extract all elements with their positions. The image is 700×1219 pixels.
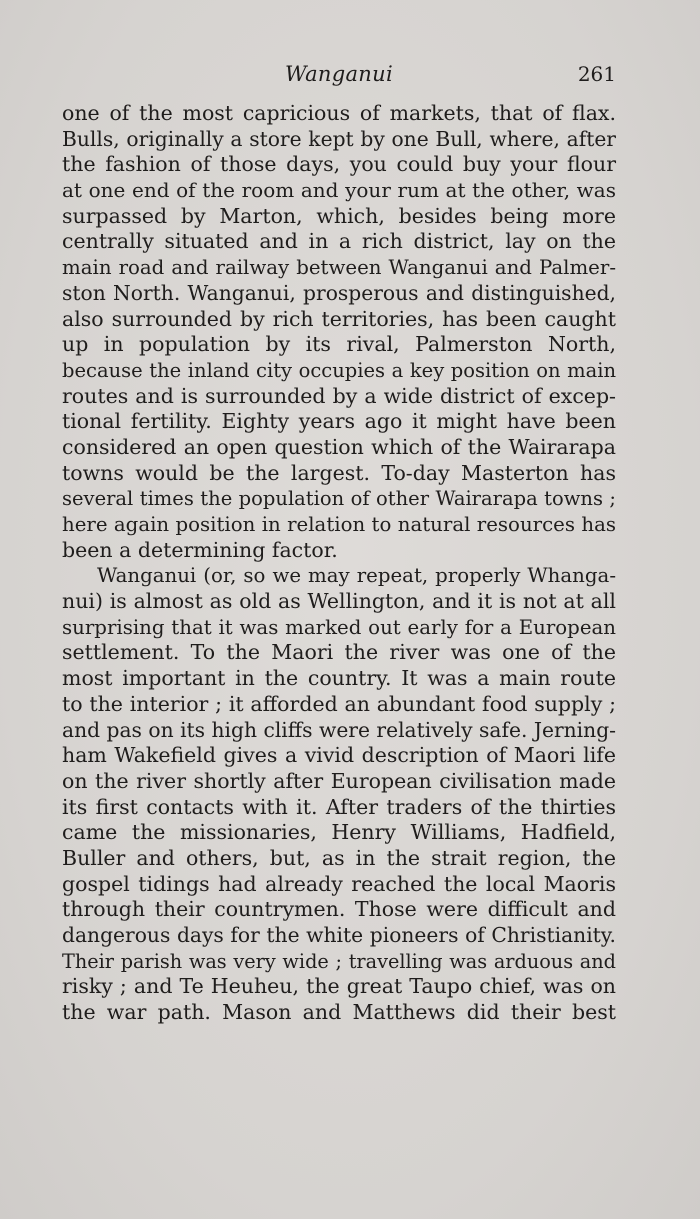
text-line: ham Wakefield gives a vivid description of Maori life	[62, 743, 616, 768]
text-line: and pas on its high cliffs were relatively safe. Jerning-	[62, 717, 616, 742]
paragraph-2	[62, 563, 616, 1025]
text-line: settlement. To the Maori the river was one of the	[62, 640, 616, 665]
running-title: Wanganui	[285, 62, 393, 86]
text-line: the fashion of those days, you could buy your flour	[62, 152, 616, 177]
text-line: most important in the country. It was a main route	[62, 666, 616, 691]
text-line: up in population by its rival, Palmerston North,	[62, 332, 616, 357]
text-line: its first contacts with it. After traders of the thirties	[62, 794, 616, 819]
text-line: Buller and others, but, as in the strait region, the	[62, 845, 616, 870]
text-line: Their parish was very wide ; travelling was arduous and	[62, 949, 616, 973]
text-line: routes and is surrounded by a wide district of excep-	[62, 383, 616, 408]
body-text	[62, 101, 616, 1026]
text-line: came the missionaries, Henry Williams, Hadfield,	[62, 820, 616, 845]
text-line: Bulls, originally a store kept by one Bull, where, after	[62, 126, 616, 151]
paragraph-1	[62, 101, 616, 563]
text-line: one of the most capricious of markets, that of flax.	[62, 101, 616, 125]
text-line: surpassed by Marton, which, besides being more	[62, 203, 616, 228]
text-line: risky ; and Te Heuheu, the great Taupo chief, was on	[62, 974, 616, 999]
text-line: several times the population of other Wairarapa towns ;	[62, 487, 616, 511]
text-line: the war path. Mason and Matthews did their best	[62, 1000, 616, 1025]
page-header	[62, 62, 616, 92]
text-line: here again position in relation to natural resources has	[62, 513, 616, 536]
text-line: tional fertility. Eighty years ago it might have been	[62, 409, 616, 434]
text-line: gospel tidings had already reached the local Maoris	[62, 871, 616, 896]
text-line: at one end of the room and your rum at the other, was	[62, 178, 616, 203]
text-line: Wanganui (or, so we may repeat, properly Whanga-	[97, 564, 616, 588]
text-line: because the inland city occupies a key position on main	[62, 358, 616, 382]
text-line: considered an open question which of the Wairarapa	[62, 434, 616, 459]
text-line: been a determining factor.	[62, 537, 338, 562]
text-line: also surrounded by rich territories, has been caught	[62, 306, 616, 331]
text-line: surprising that it was marked out early for a European	[62, 615, 616, 639]
text-line: through their countrymen. Those were difficult and	[62, 897, 616, 922]
text-line: to the interior ; it afforded an abundant food supply ;	[62, 691, 616, 716]
text-line: on the river shortly after European civilisation made	[62, 768, 616, 793]
text-line: towns would be the largest. To-day Masterton has	[62, 460, 616, 485]
text-line: dangerous days for the white pioneers of Christianity.	[62, 923, 616, 947]
text-line: nui) is almost as old as Wellington, and it is not at all	[62, 589, 616, 614]
text-line: centrally situated and in a rich district, lay on the	[62, 229, 616, 254]
text-line: main road and railway between Wanganui and Palmer-	[62, 256, 616, 280]
text-line: ston North. Wanganui, prosperous and distinguished,	[62, 280, 616, 305]
page-number: 261	[577, 62, 616, 86]
